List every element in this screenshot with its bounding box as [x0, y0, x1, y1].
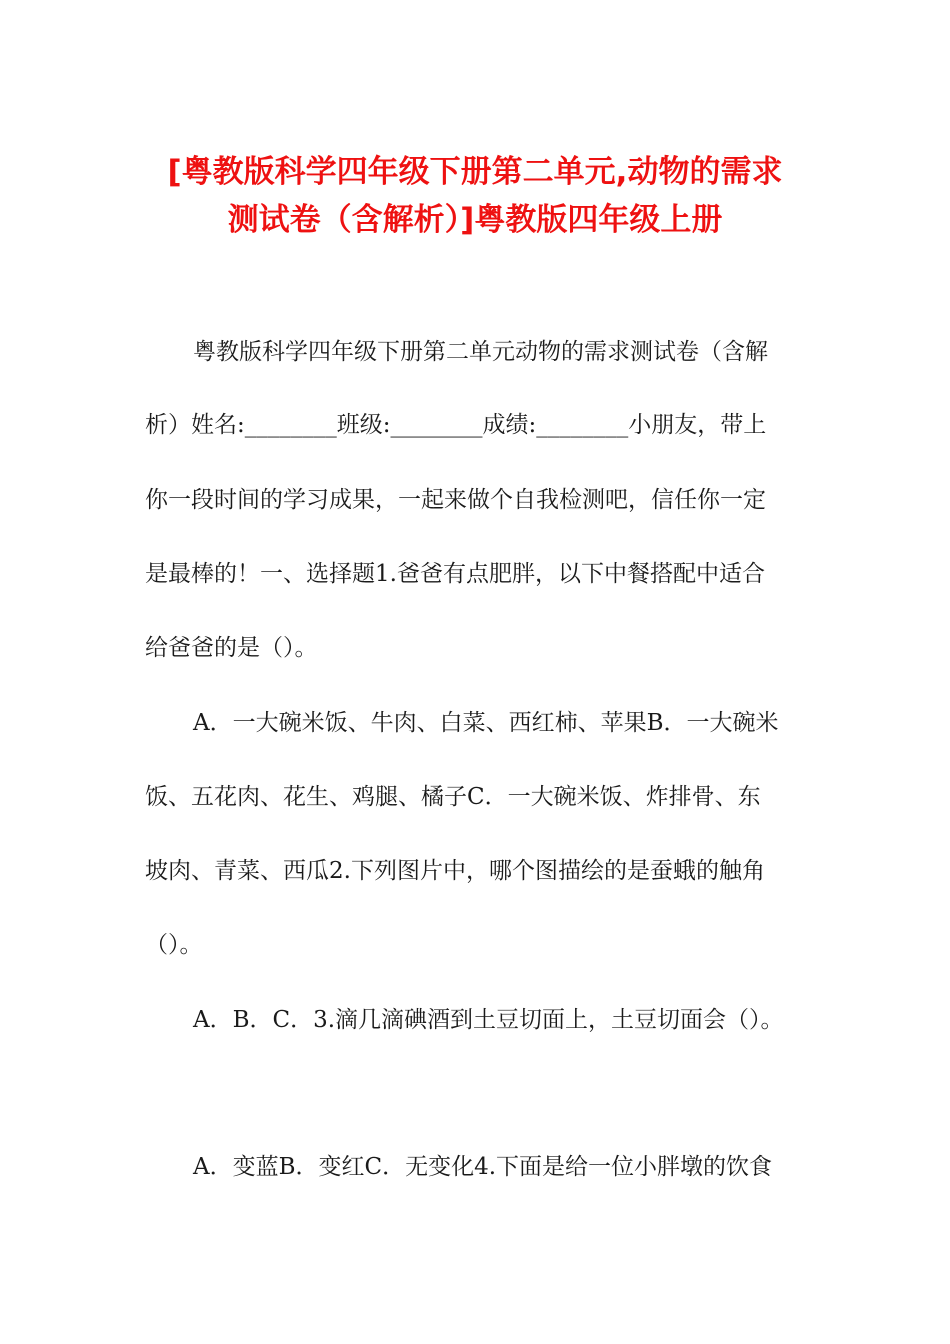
body-line-8: 坡肉、青菜、西瓜2.下列图片中，哪个图描绘的是蚕蛾的触角: [145, 858, 765, 884]
body-line-2: 析）姓名:________班级:________成绩:________小朋友，带上: [145, 412, 767, 438]
body-line-9: （）。: [145, 932, 203, 958]
body-line-3: 你一段时间的学习成果，一起来做个自我检测吧，信任你一定: [145, 487, 766, 513]
document-title-line-1: [粤教版科学四年级下册第二单元,动物的需求: [167, 154, 783, 190]
body-line-5: 给爸爸的是（）。: [145, 635, 318, 661]
body-line-10: A．B．C．3.滴几滴碘酒到土豆切面上，土豆切面会（）。: [193, 1007, 784, 1033]
body-line-7: 饭、五花肉、花生、鸡腿、橘子C．一大碗米饭、炸排骨、东: [145, 784, 761, 810]
document-title-line-2: 测试卷（含解析）]粤教版四年级上册: [227, 202, 723, 238]
body-line-11: A．变蓝B．变红C．无变化4.下面是给一位小胖墩的饮食: [193, 1154, 773, 1180]
body-line-6: A．一大碗米饭、牛肉、白菜、西红柿、苹果B．一大碗米: [193, 710, 779, 736]
body-line-1: 粤教版科学四年级下册第二单元动物的需求测试卷（含解: [193, 339, 768, 365]
body-line-4: 是最棒的！一、选择题1.爸爸有点肥胖，以下中餐搭配中适合: [145, 561, 765, 587]
